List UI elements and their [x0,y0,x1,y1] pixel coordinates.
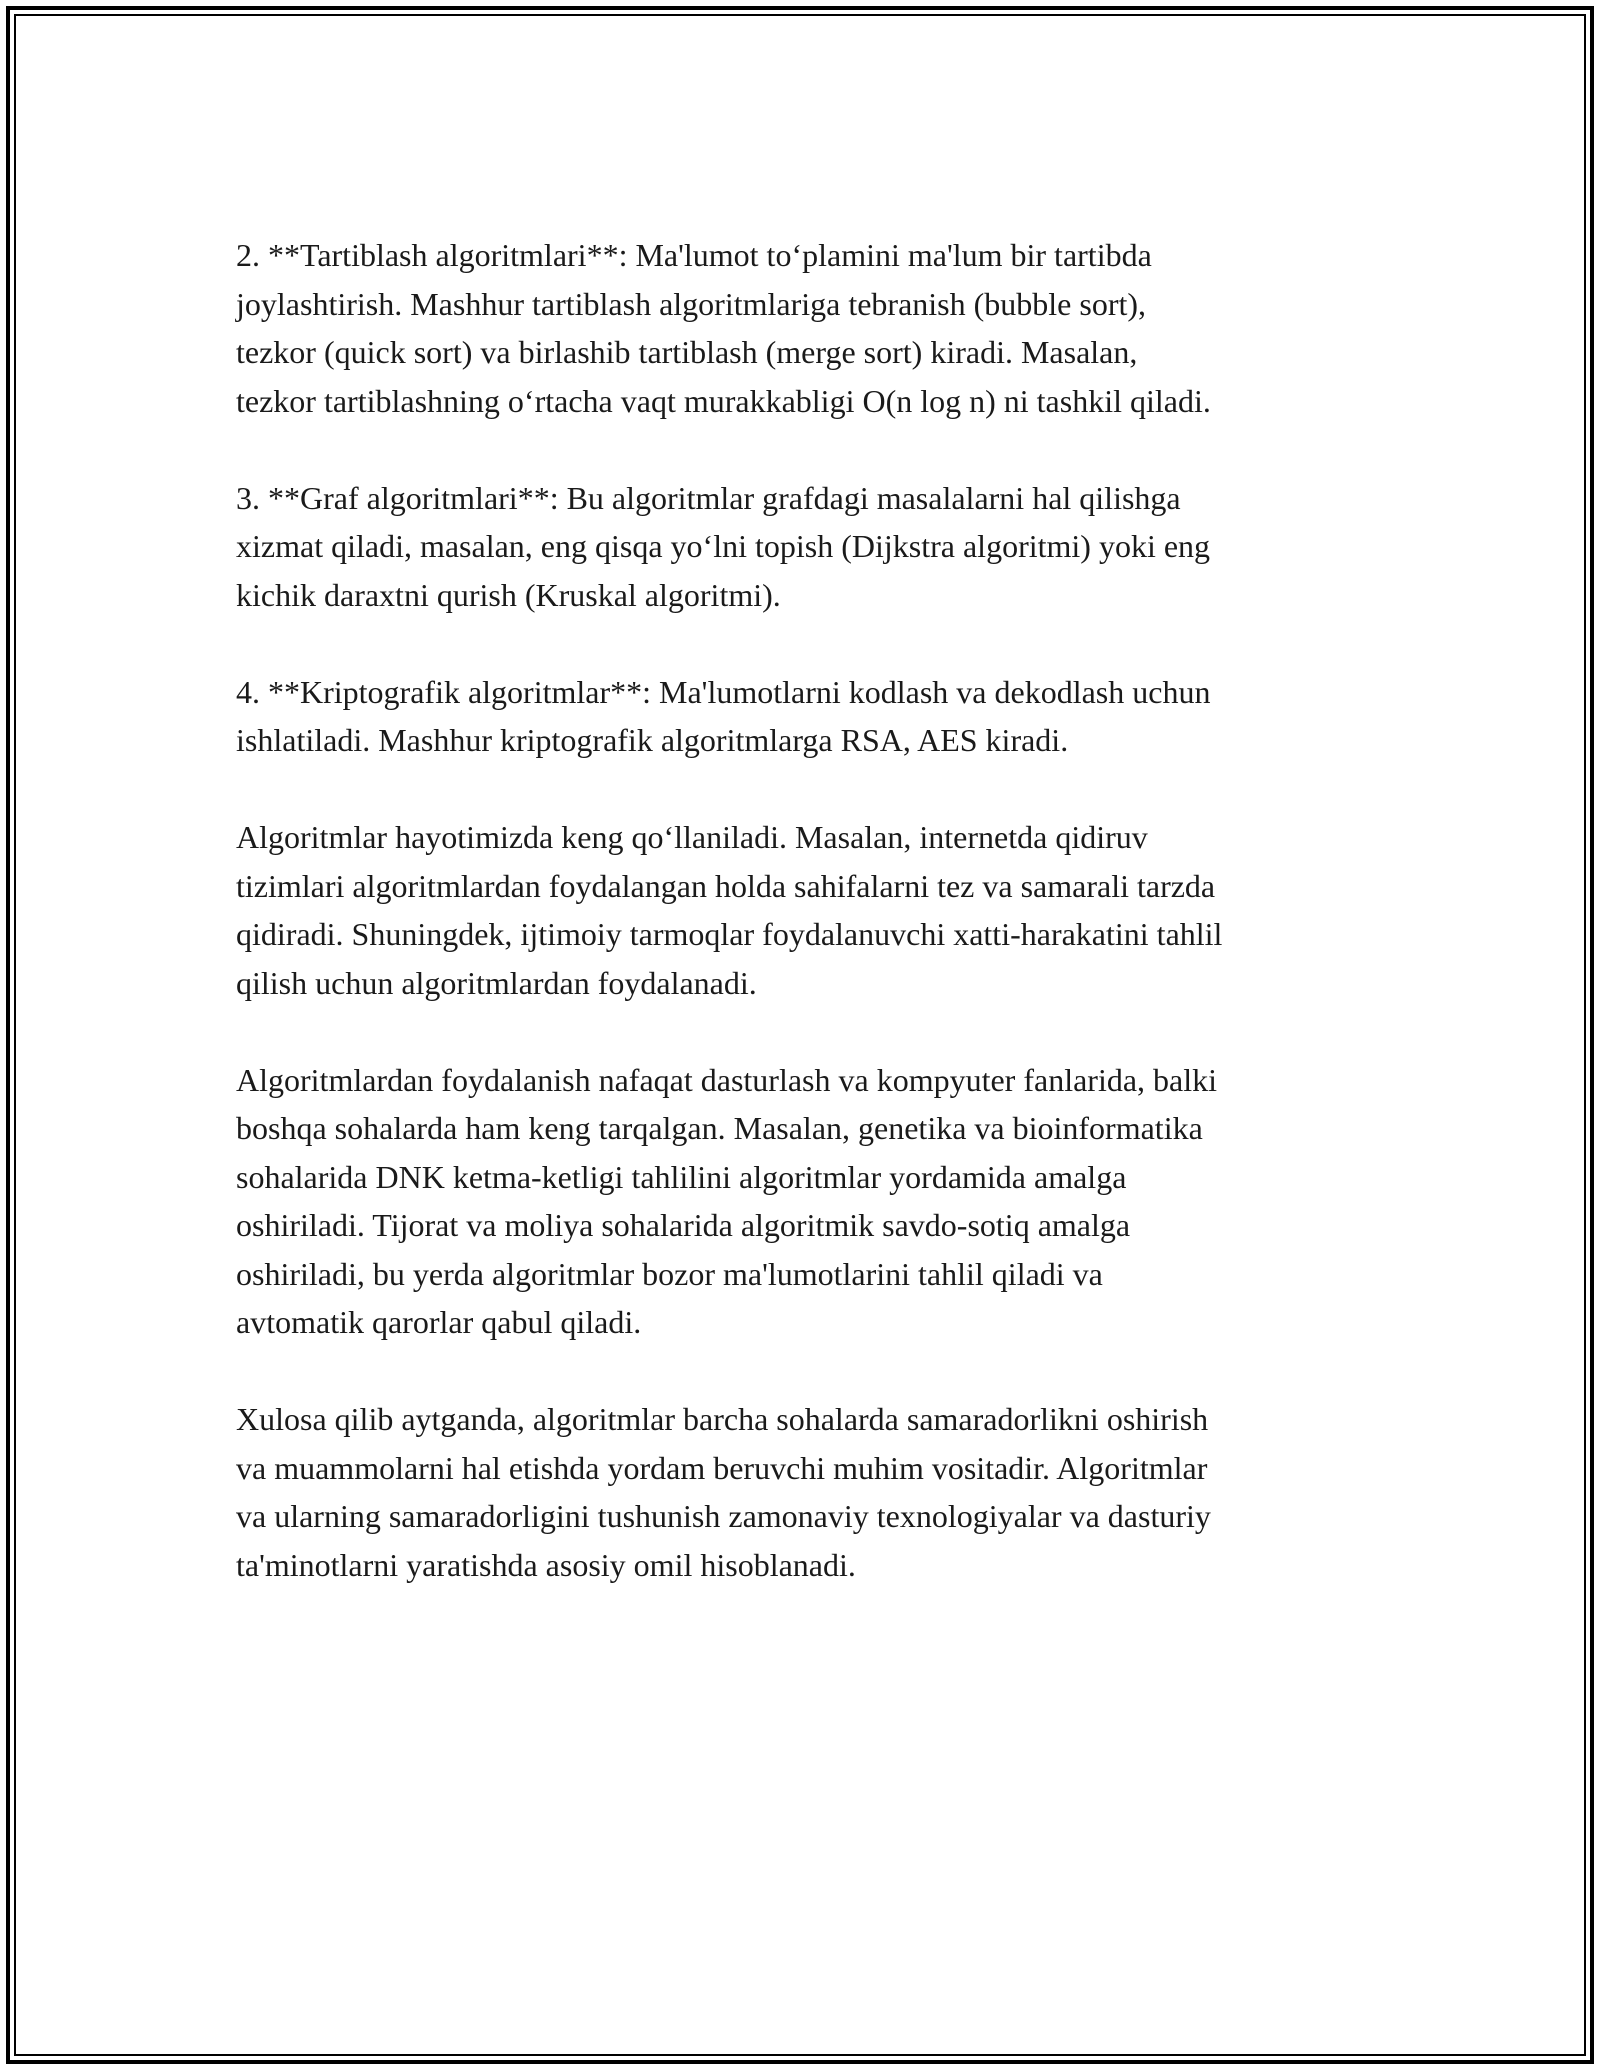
paragraph-graph-algorithms: 3. **Graf algoritmlari**: Bu algoritmlar grafdagi masalalarni hal qilishga xizmat qiladi, masalan, eng qisqa yo‘lni topish (Dijkstra algoritmi) yoki eng kichik daraxtni qurish (Kruskal algoritmi). [236,479,1211,613]
paragraph-other-fields: Algoritmlardan foydalanish nafaqat dasturlash va kompyuter fanlarida, balki boshqa sohalarda ham keng tarqalgan. Masalan, genetika va bioinformatika sohalarida DNK ketma-ketligi tahlilini algoritmlar yordamida amalga oshiriladi. Tijorat va moliya sohalarida algoritmik savdo-sotiq amalga oshiriladi, bu yerda algoritmlar bozor ma'lumotlarini tahlil qiladi va avtomatik qarorlar qabul qiladi. [236,1061,1218,1340]
paragraph-sorting-algorithms: 2. **Tartiblash algoritmlari**: Ma'lumot to‘plamini ma'lum bir tartibda joylashtirish. Mashhur tartiblash algoritmlariga tebranish (bubble sort), tezkor (quick sort) va birlashib tartiblash (merge sort) kiradi. Masalan, tezkor tartiblashning o‘rtacha vaqt murakkabligi O(n log n) ni tashkil qiladi. [236,237,1211,419]
document-body [236,231,1386,1638]
paragraph-conclusion: Xulosa qilib aytganda, algoritmlar barcha sohalarda samaradorlikni oshirish va muammolarni hal etishda yordam beruvchi muhim vositadir. Algoritmlar va ularning samaradorligini tushunish zamonaviy texnologiyalar va dasturiy ta'minotlarni yaratishda asosiy omil hisoblanadi. [236,1401,1211,1583]
paragraph-everyday-use: Algoritmlar hayotimizda keng qo‘llaniladi. Masalan, internetda qidiruv tizimlari algoritmlardan foydalangan holda sahifalarni tez va samarali tarzda qidiradi. Shuningdek, ijtimoiy tarmoqlar foydalanuvchi xatti-harakatini tahlil qilish uchun algoritmlardan foydalanadi. [236,819,1223,1001]
paragraph-cryptographic-algorithms: 4. **Kriptografik algoritmlar**: Ma'lumotlarni kodlash va dekodlash uchun ishlatiladi. Mashhur kriptografik algoritmlarga RSA, AES kiradi. [236,673,1211,758]
